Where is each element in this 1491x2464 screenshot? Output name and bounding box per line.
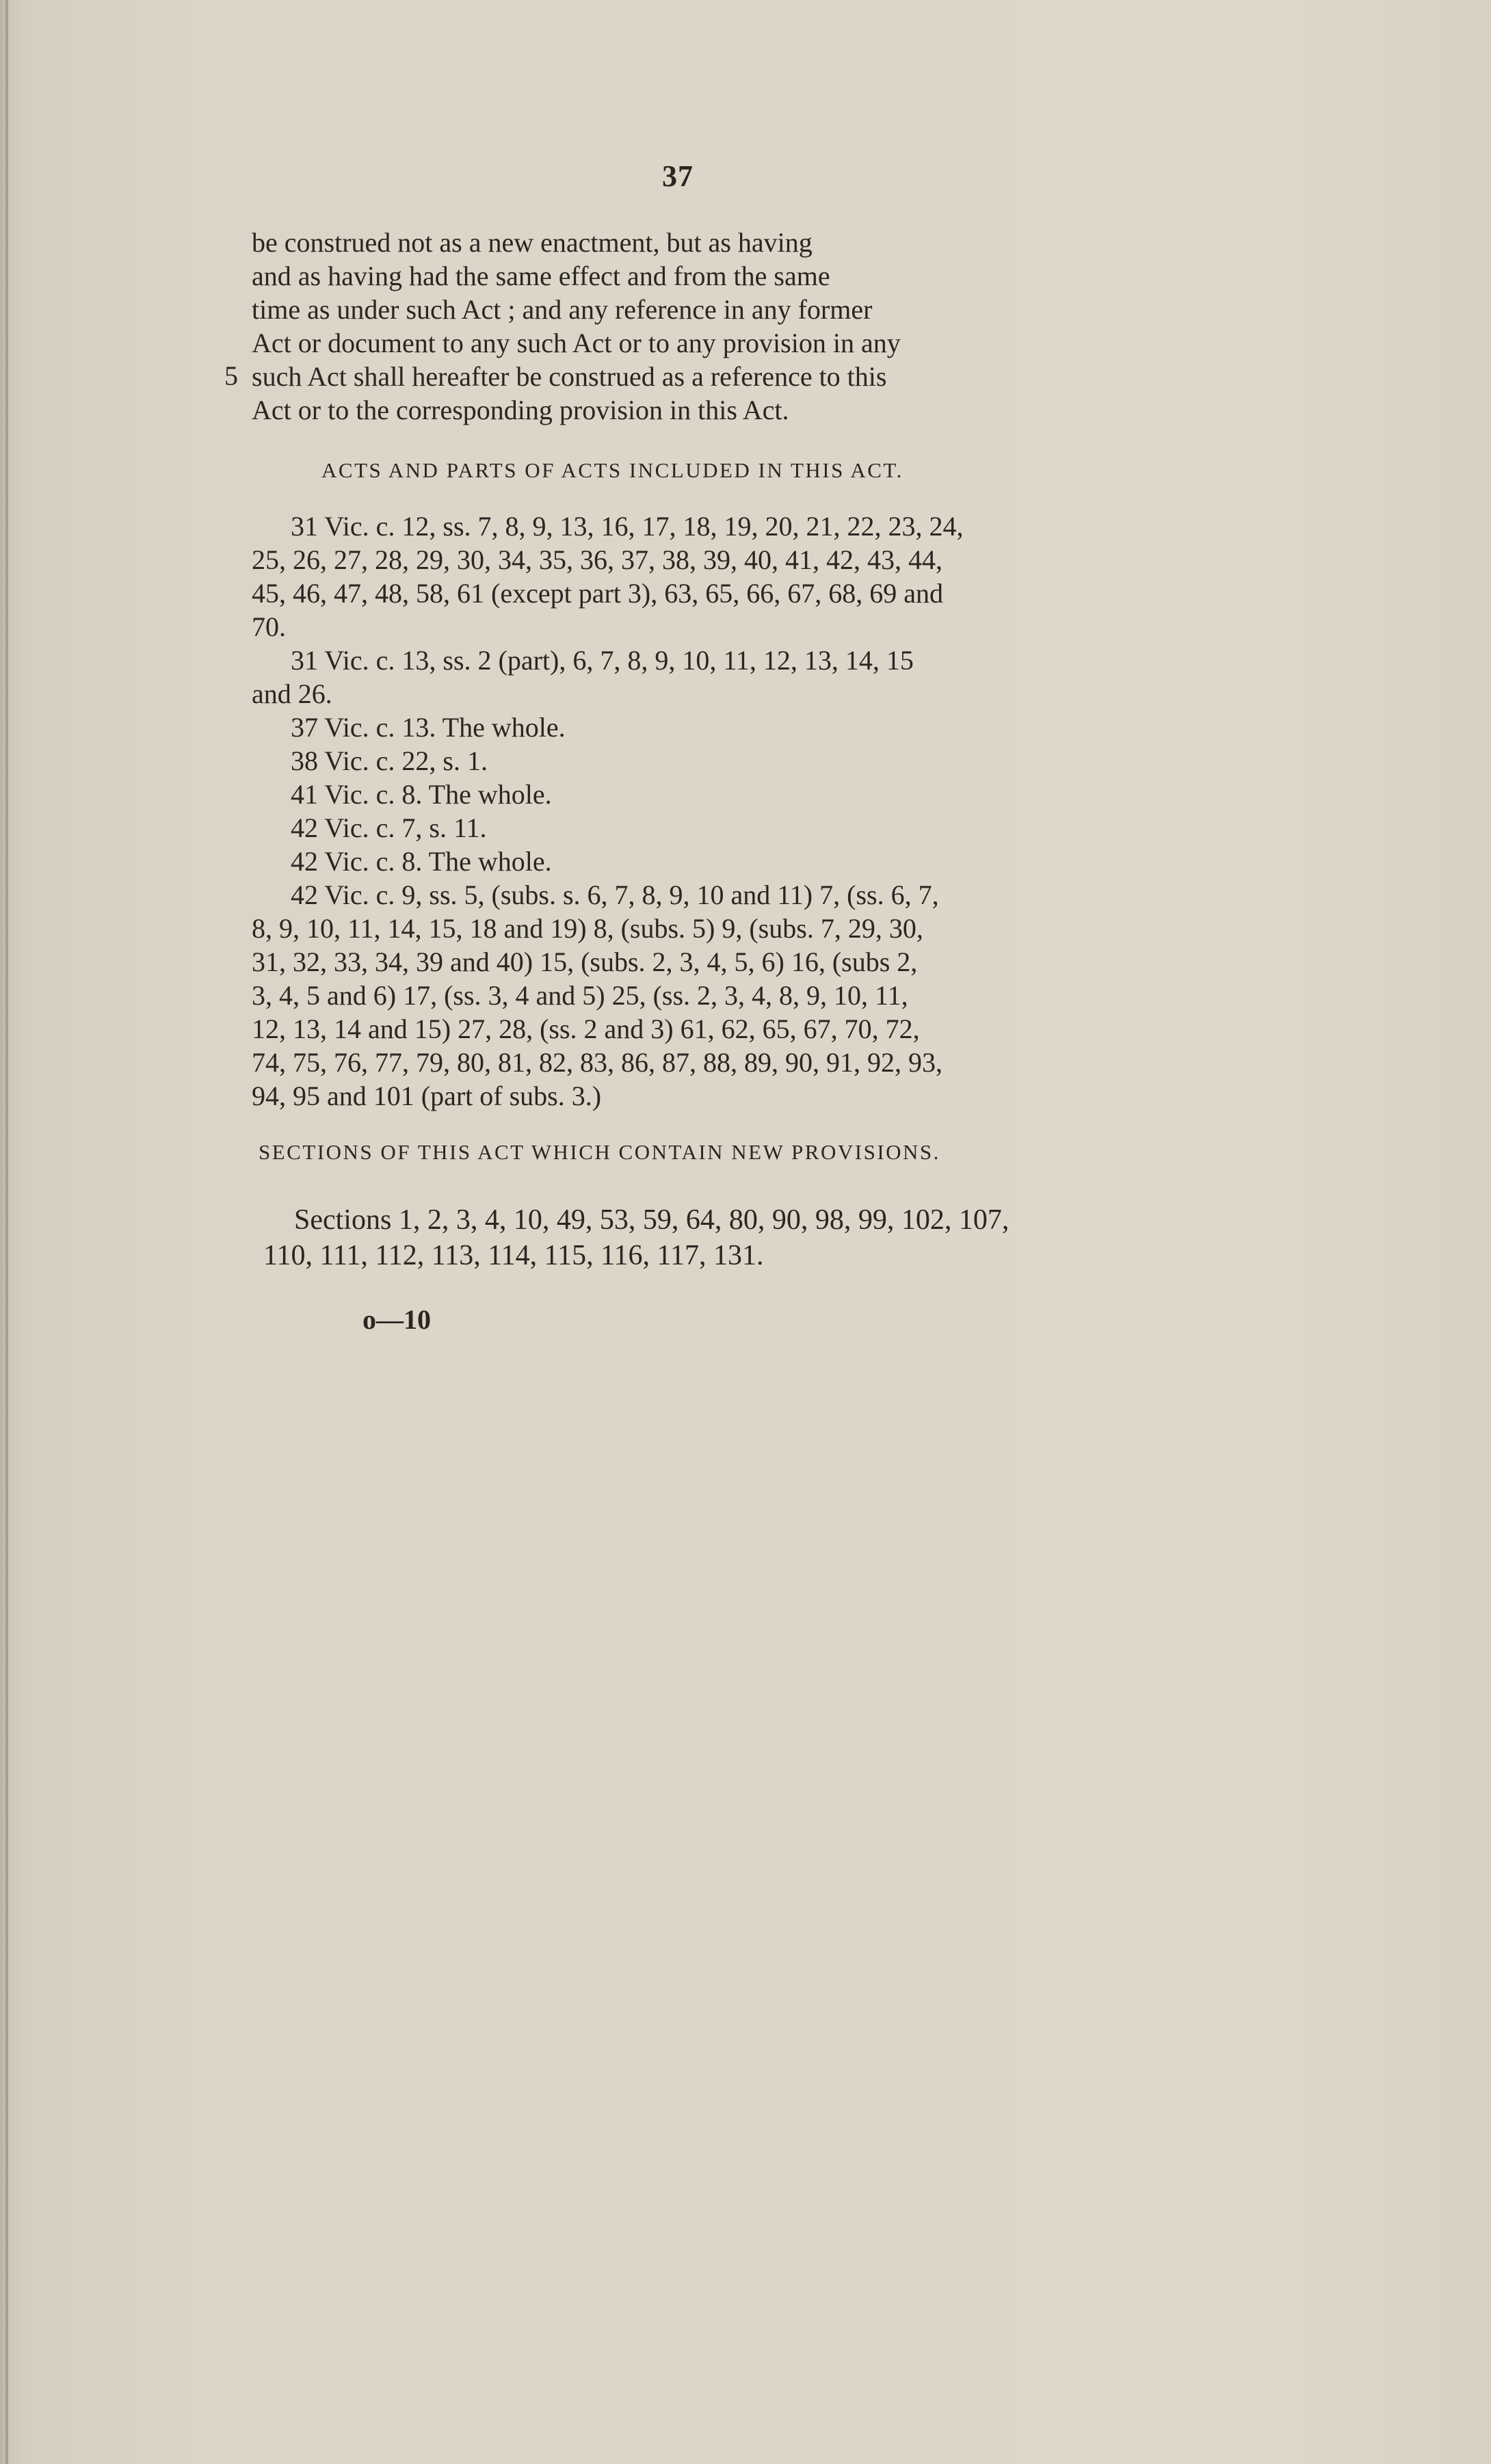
acts-heading: ACTS AND PARTS OF ACTS INCLUDED IN THIS ACT. [321,458,903,482]
sections-line-2: 110, 111, 112, 113, 114, 115, 116, 117, 131. [263,1240,764,1271]
acts-line-15: 3, 4, 5 and 6) 17, (ss. 3, 4 and 5) 25, (ss. 2, 3, 4, 8, 9, 10, 11, [252,980,908,1011]
sections-heading: SECTIONS OF THIS ACT WHICH CONTAIN NEW PROVISIONS. [259,1140,940,1164]
acts-line-13: 8, 9, 10, 11, 14, 15, 18 and 19) 8, (subs. 5) 9, (subs. 7, 29, 30, [252,913,923,944]
acts-line-11: 42 Vic. c. 8. The whole. [291,846,552,877]
intro-line-5: such Act shall hereafter be construed as a reference to this [252,361,887,392]
acts-line-7: 37 Vic. c. 13. The whole. [291,712,566,743]
intro-line-6: Act or to the corresponding provision in this Act. [252,395,789,425]
acts-line-2: 25, 26, 27, 28, 29, 30, 34, 35, 36, 37, 38, 39, 40, 41, 42, 43, 44, [252,544,942,575]
acts-line-10: 42 Vic. c. 7, s. 11. [291,812,487,843]
acts-line-4: 70. [252,611,286,642]
intro-line-1: be construed not as a new enactment, but as having [252,227,813,258]
acts-line-5: 31 Vic. c. 13, ss. 2 (part), 6, 7, 8, 9, 10, 11, 12, 13, 14, 15 [291,645,914,676]
acts-line-14: 31, 32, 33, 34, 39 and 40) 15, (subs. 2, 3, 4, 5, 6) 16, (subs 2, [252,946,918,977]
margin-line-number: 5 [224,360,238,391]
binding-edge [5,0,8,2464]
intro-line-4: Act or document to any such Act or to any provision in any [252,328,901,358]
acts-line-9: 41 Vic. c. 8. The whole. [291,779,552,810]
acts-line-12: 42 Vic. c. 9, ss. 5, (subs. s. 6, 7, 8, 9, 10 and 11) 7, (ss. 6, 7, [291,879,939,910]
acts-line-1: 31 Vic. c. 12, ss. 7, 8, 9, 13, 16, 17, 18, 19, 20, 21, 22, 23, 24, [291,511,964,542]
acts-line-16: 12, 13, 14 and 15) 27, 28, (ss. 2 and 3) 61, 62, 65, 67, 70, 72, [252,1014,920,1044]
page-number: 37 [662,159,694,193]
sections-line-1: Sections 1, 2, 3, 4, 10, 49, 53, 59, 64, 80, 90, 98, 99, 102, 107, [294,1204,1010,1236]
signature-mark: o—10 [362,1304,431,1335]
acts-line-18: 94, 95 and 101 (part of subs. 3.) [252,1081,602,1111]
acts-line-17: 74, 75, 76, 77, 79, 80, 81, 82, 83, 86, 87, 88, 89, 90, 91, 92, 93, [252,1047,942,1078]
acts-line-3: 45, 46, 47, 48, 58, 61 (except part 3), 63, 65, 66, 67, 68, 69 and [252,578,943,609]
intro-line-3: time as under such Act ; and any reference in any former [252,294,873,325]
acts-line-6: and 26. [252,678,332,709]
acts-line-8: 38 Vic. c. 22, s. 1. [291,745,488,776]
intro-line-2: and as having had the same effect and from the same [252,261,830,291]
